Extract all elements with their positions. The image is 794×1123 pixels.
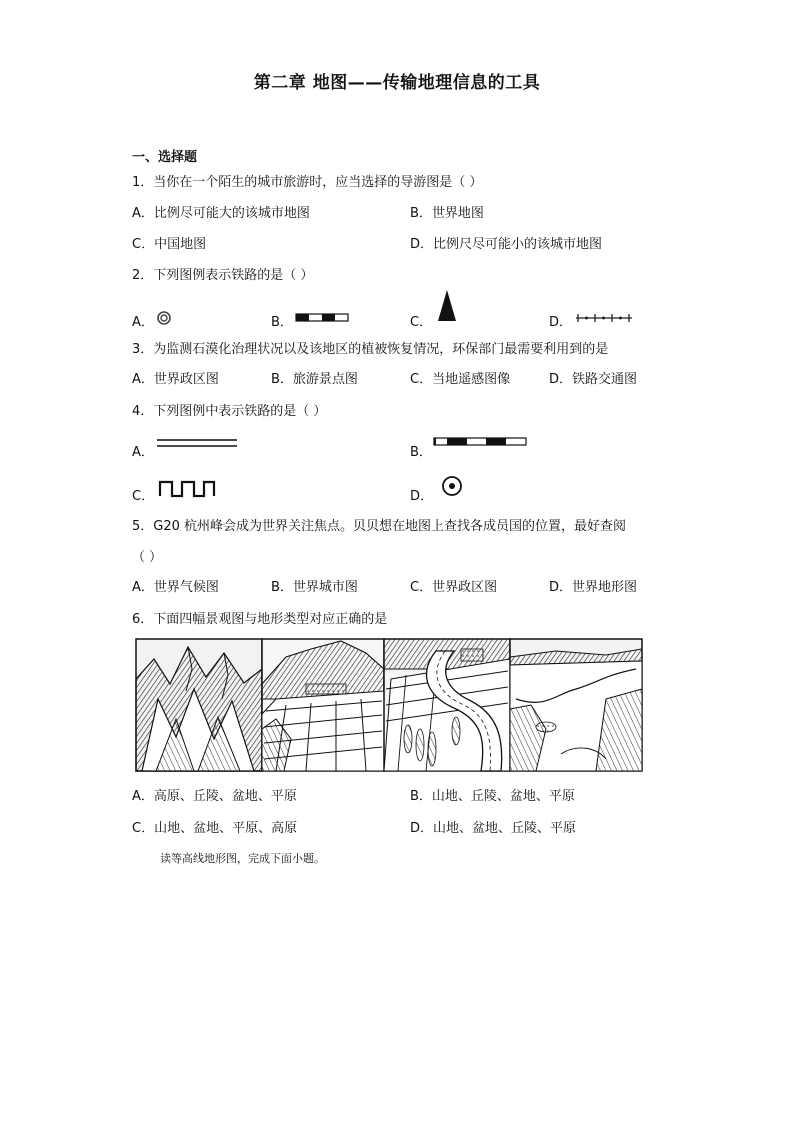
- q3-stem: 3．为监测石漠化治理状况以及该地区的植被恢复情况，环保部门最需要利用到的是: [132, 342, 609, 357]
- q3-option-d[interactable]: D．铁路交通图: [549, 372, 638, 387]
- railway-symbol-icon: [296, 313, 348, 323]
- basin-landscape-panel: [262, 639, 384, 771]
- contour-map-instruction: 读等高线地形图，完成下面小题。: [160, 852, 325, 865]
- q2-option-b[interactable]: B．: [271, 315, 293, 330]
- q3-option-b[interactable]: B．旅游景点图: [271, 372, 358, 387]
- mountain-peak-symbol-icon: [436, 290, 458, 322]
- plateau-landscape-panel: [510, 639, 642, 771]
- page-title: 第二章 地图——传输地理信息的工具: [253, 73, 541, 93]
- capital-city-symbol-icon: [441, 475, 463, 497]
- boundary-line-symbol-icon: [576, 313, 632, 323]
- q1-option-a[interactable]: A．比例尽可能大的该城市地图: [132, 206, 310, 221]
- q6-option-c[interactable]: C．山地、盆地、平原、高原: [132, 821, 298, 836]
- q1-option-b[interactable]: B．世界地图: [410, 206, 484, 221]
- q2-stem: 2．下列图例表示铁路的是（ ）: [132, 268, 314, 283]
- double-line-symbol-icon: [157, 438, 237, 448]
- q5-stem: 5．G20 杭州峰会成为世界关注焦点。贝贝想在地图上查找各成员国的位置，最好查阅: [132, 519, 627, 534]
- q5-option-c[interactable]: C．世界政区图: [410, 580, 498, 595]
- landscape-illustration: [136, 639, 642, 771]
- q3-option-c[interactable]: C．当地遥感图像: [410, 372, 511, 387]
- q4-option-c[interactable]: C．: [132, 489, 155, 504]
- q6-option-a[interactable]: A．高原、丘陵、盆地、平原: [132, 789, 297, 804]
- q5-option-a[interactable]: A．世界气候图: [132, 580, 219, 595]
- q1-option-d[interactable]: D．比例尺尽可能小的该城市地图: [410, 237, 603, 252]
- q1-stem: 1．当你在一个陌生的城市旅游时，应当选择的导游图是（ ）: [132, 175, 483, 190]
- q5-option-d[interactable]: D．世界地形图: [549, 580, 638, 595]
- section-heading: 一、选择题: [132, 150, 198, 165]
- q4-option-b[interactable]: B．: [410, 445, 432, 460]
- mountain-landscape-panel: [136, 639, 262, 771]
- concentric-circle-symbol-icon: [156, 310, 172, 326]
- railway-symbol-icon: [434, 437, 526, 447]
- q2-option-c[interactable]: C．: [410, 315, 433, 330]
- q5-stem-continued: （ ）: [132, 550, 163, 565]
- q4-option-a[interactable]: A．: [132, 445, 154, 460]
- q4-option-d[interactable]: D．: [410, 489, 434, 504]
- plain-landscape-panel: [384, 639, 510, 771]
- q6-stem: 6．下面四幅景观图与地形类型对应正确的是: [132, 612, 388, 627]
- q4-stem: 4．下列图例中表示铁路的是（ ）: [132, 404, 327, 419]
- q6-option-d[interactable]: D．山地、盆地、丘陵、平原: [410, 821, 577, 836]
- q5-option-b[interactable]: B．世界城市图: [271, 580, 358, 595]
- q2-option-a[interactable]: A．: [132, 315, 154, 330]
- q3-option-a[interactable]: A．世界政区图: [132, 372, 219, 387]
- q6-option-b[interactable]: B．山地、丘陵、盆地、平原: [410, 789, 575, 804]
- q2-option-d[interactable]: D．: [549, 315, 573, 330]
- q1-option-c[interactable]: C．中国地图: [132, 237, 207, 252]
- wall-symbol-icon: [160, 480, 216, 498]
